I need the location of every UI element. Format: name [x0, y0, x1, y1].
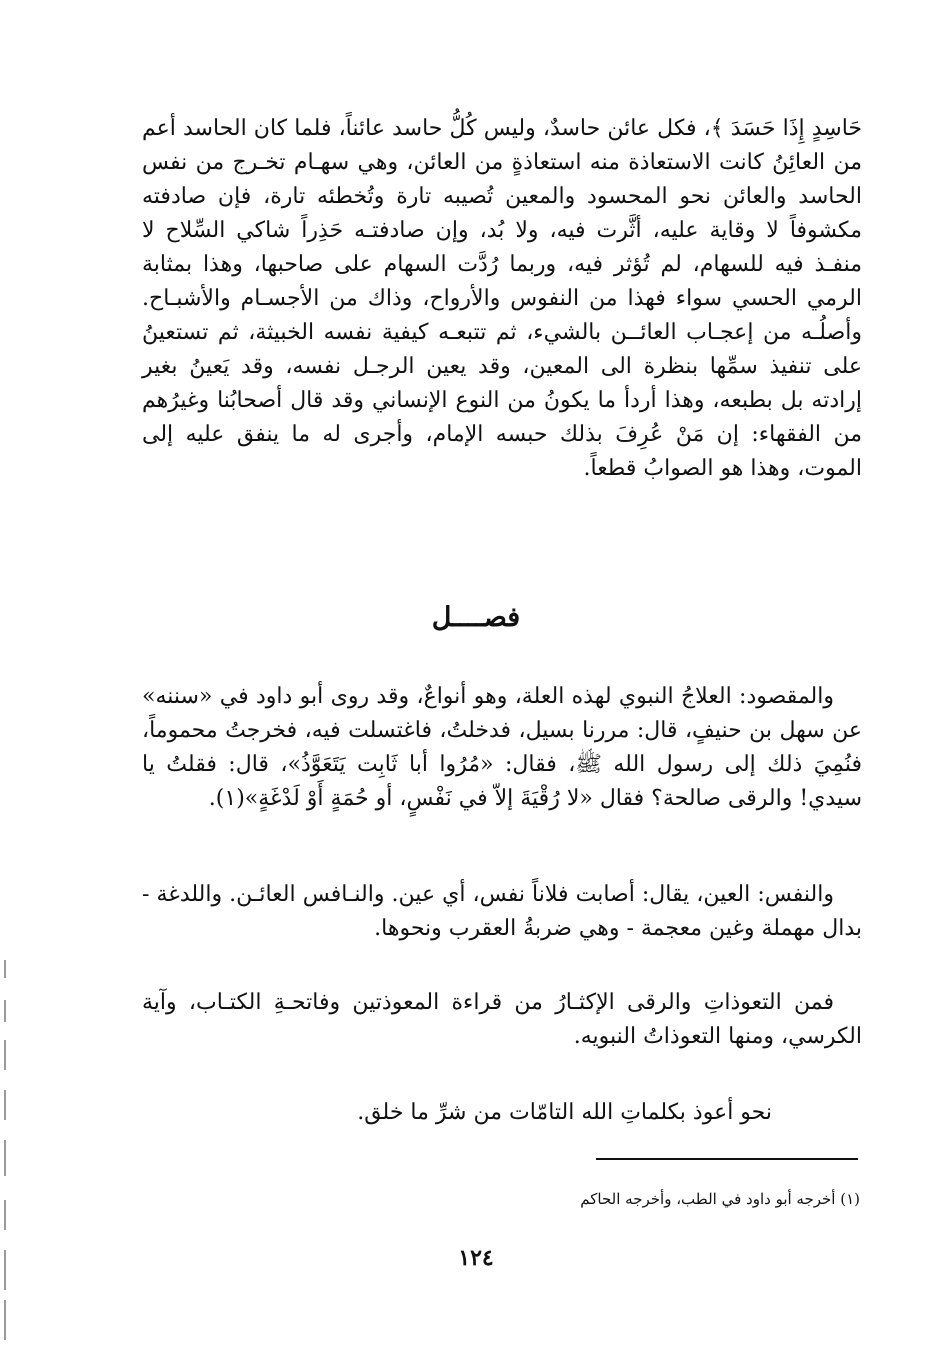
scan-edge-mark — [4, 1140, 6, 1176]
footnote — [140, 1188, 860, 1210]
scan-edge-mark — [4, 960, 6, 978]
scan-edge-mark — [4, 1200, 6, 1230]
body-paragraph-1 — [142, 112, 862, 486]
scan-edge-mark — [4, 1300, 6, 1340]
footnote-text: (١) أخرجه أبو داود في الطب، وأخرجه الحاكم — [580, 1190, 860, 1208]
section-heading-text: فصــــل — [431, 602, 521, 633]
scan-edge-mark — [4, 1040, 6, 1070]
section-heading — [0, 602, 952, 633]
body-paragraph-3 — [142, 878, 862, 946]
paragraph-text: والمقصود: العلاجُ النبوي لهذه العلة، وهو أنواعٌ، وقد روى أبو داود في «سننه» عن سهل بن حنيفٍ، قال: مررنا بسيل، فدخلتُ، فاغتسلت فيه، فخرجتُ محموماً، فنُمِيَ ذلك إلى رسول الله ﷺ، فقال: «مُرُوا أبا ثَابِت يَتَعَوَّذُ»، قال: فقلتُ يا سيدي! والرقى صالحة؟ فقال «لا رُقْيَةَ إلاّ في نَفْسٍ، أو حُمَةٍ أَوْ لَدْغَةٍ»(١). — [142, 684, 862, 811]
paragraph-text: والنفس: العين، يقال: أصابت فلاناً نفس، أي عين. والنـافس العائـن. واللدغة - بدال مهملة وغين معجمة - وهي ضربةُ العقرب ونحوها. — [142, 882, 862, 941]
paragraph-text: حَاسِدٍ إِذَا حَسَدَ ﴾، فكل عائن حاسدٌ، وليس كُلُّ حاسد عائناً، فلما كان الحاسد أعم من العائِنُ كانت الاستعاذة منه استعاذةٍ من العائن، وهي سهـام تخـرج من نفس الحاسد والعائن نحو المحسود والمعين تُصيبه تارة وتُخطئه تارة، فإن صادفته مكشوفاً لا وقاية عليه، أثَّرت فيه، ولا بُد، وإن صادفتـه حَذِراً شاكي السِّلاح لا منفـذ فيه للسهام، لم تُؤثر فيه، وربما رُدَّت السهام على صاحبها، وهذا بمثابة الرمي الحسي سواء فهذا من النفوس والأرواح، وذاك من الأجسـام والأشبـاح. وأصلُـه من إعجـاب العائــن بالشيء، ثم تتبعـه كيفية نفسه الخبيثة، ثم تستعينُ على تنفيذ سمِّها بنظرة الى المعين، وقد يعين الرجـل نفسه، وقد يَعينُ بغير إرادته بل بطبعه، وهذا أردأ ما يكونُ من النوع الإنساني وقد قال أصحابُنا وغيرُهم من الفقهاء: إن مَنْ عُرِفَ بذلك حبسه الإمام، وأجرى له ما ينفق عليه إلى الموت، وهذا هو الصوابُ قطعاً. — [142, 116, 862, 481]
body-paragraph-2 — [142, 680, 862, 816]
body-paragraph-4 — [142, 986, 862, 1054]
body-paragraph-5 — [142, 1096, 862, 1130]
paragraph-text: فمن التعوذاتِ والرقى الإكثـارُ من قراءة المعوذتين وفاتحـةِ الكتـاب، وآية الكرسي، ومنها التعوذاتُ النبويه. — [142, 990, 862, 1049]
footnote-separator — [596, 1158, 858, 1160]
page-number: ١٢٤ — [458, 1245, 494, 1271]
paragraph-text: نحو أعوذ بكلماتِ الله التامّات من شرِّ ما خلق. — [357, 1100, 772, 1125]
scan-edge-mark — [4, 1090, 6, 1120]
scan-edge-mark — [4, 1000, 6, 1022]
